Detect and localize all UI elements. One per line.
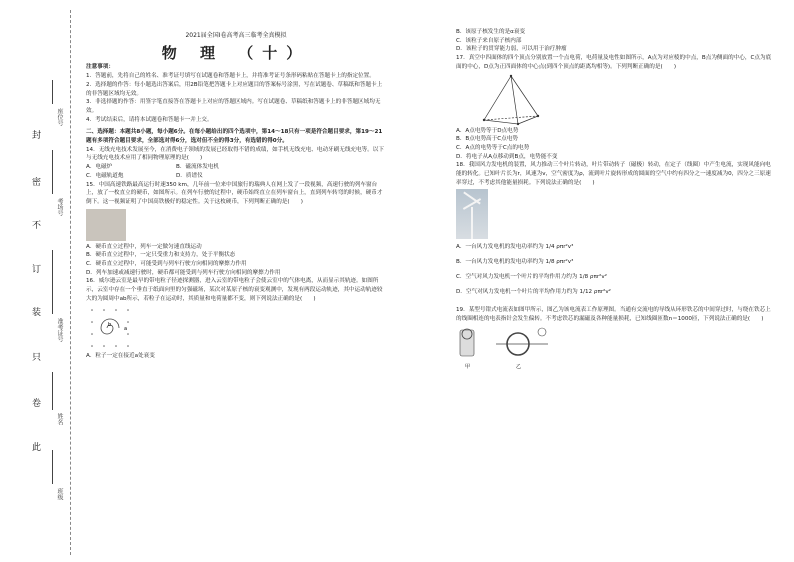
seal-char: 密 — [32, 178, 42, 188]
question-15-stem: 15．中国高速铁路最高运行时速350 km，几年前一位来中国旅行的瑞典人在网上发了一段视频，高速行驶的列车窗台上，放了一枚直立的硬币，如图所示。在列车行驶的过程中，硬币始终直立在列车窗台上，直到列车转弯的时候，硬币才倒下。这一视频证明了中国高铁极好的稳定性。关于这枚硬币，下列判断正确的是( ) — [86, 181, 383, 205]
notice-item: 4．考试结束后，请将本试题卷和答题卡一并上交。 — [86, 116, 213, 123]
seat-number-label: 座位号 — [56, 108, 63, 126]
exam-subtitle: 2021届全国Ⅰ卷高考高三临考全真模拟 — [185, 32, 287, 39]
binding-margin — [0, 0, 80, 562]
seal-char: 装 — [32, 308, 42, 318]
option-a[interactable]: A．A点电势等于D点电势 — [456, 127, 519, 134]
option-c[interactable]: C．该粒子来自原子核内部 — [456, 37, 522, 44]
option-b[interactable]: B．一台风力发电机的发电功率约为 1/8 ρπr²v³ — [456, 259, 574, 266]
seal-char: 卷 — [32, 399, 42, 409]
option-b[interactable]: B．硬币直立过程中，一定只受重力和支持力，处于平衡状态 — [86, 252, 236, 259]
name-line[interactable] — [52, 372, 54, 410]
seal-char: 此 — [32, 443, 42, 453]
question-14-options — [86, 172, 386, 181]
wind-turbine-photo — [456, 189, 488, 239]
option-b[interactable]: B．B点电势高于C点电势 — [456, 136, 518, 143]
option-d[interactable]: D．空气对风力发电机一个叶片的平均作用力约为 1/12 ρπr²v² — [456, 288, 611, 295]
option-c[interactable]: C．A点的电势等于C点的电势 — [456, 144, 530, 151]
seal-char: 不 — [32, 221, 42, 231]
admission-number-label: 准考证号 — [56, 318, 63, 342]
option-a[interactable]: A．一台风力发电机的发电功率约为 1/4 ρπr²v³ — [456, 244, 574, 251]
question-19-stem: 19．某型号钳式电流表如图甲所示，图乙为该电流表工作原理图。当通有交流电的导线从环形铁芯的中间穿过时，与绕在铁芯上的线圈相连的电表指针会发生偏转。不考虑铁芯的漏磁及各种能量损耗，已知线圈匝数n＝1000匝，下列说法正确的是( ) — [456, 307, 771, 322]
seal-char: 订 — [32, 265, 42, 275]
notice-item: 1．答题前，先将自己的姓名、准考证号填写在试题卷和答题卡上，并将准考证号条形码粘贴在答题卡上的指定位置。 — [86, 73, 375, 80]
seat-number-line[interactable] — [52, 80, 54, 104]
left-column — [86, 30, 386, 360]
tetrahedron-diagram — [476, 72, 546, 127]
figure-yi-label: 乙 — [516, 363, 522, 370]
coin-on-train-photo — [86, 209, 126, 241]
cloud-chamber-diagram — [86, 304, 146, 352]
option-d[interactable]: D．将电子从A点移动到B点，电势能不变 — [456, 153, 558, 160]
name-label: 姓名 — [56, 413, 63, 425]
exam-room-line[interactable] — [52, 150, 54, 194]
question-14-stem: 14．无线充电技术发展至今，在消费电子领域的发展已经取得不错的成绩，如手机无线充电、电动牙刷无线充电等。以下与无线充电技术应用了相同物理原理的是( ) — [86, 146, 384, 162]
clamp-meter-diagram — [456, 324, 576, 370]
right-column — [456, 28, 774, 370]
question-17-stem: 17．真空中四面体的四个顶点分别放置一个点电荷，电荷量及电性如图所示，A点为对应棱的中点，B点为侧面的中心，C点为底面的中心，D点为正四面体的中心点(到四个顶点的距离均相等)。下列判断正确的是( ) — [456, 55, 772, 70]
option-d[interactable]: D．该粒子的贯穿能力弱，可以用于治疗肿瘤 — [456, 46, 567, 53]
exam-room-label: 考场号 — [56, 198, 63, 216]
option-a[interactable]: A．硬币直立过程中，列车一定做匀速直线运动 — [86, 243, 202, 250]
option-d[interactable]: D．列车加速或减速行驶时，硬币都可能受到与列车行驶方向相同的摩擦力作用 — [86, 269, 281, 276]
point-a-label: a — [124, 325, 128, 332]
option-b[interactable]: B．该原子核发生的是α衰变 — [456, 29, 526, 35]
question-18-stem: 18．我国风力发电机的装置，风力推动三个叶片转动，叶片带动转子（磁极）转动，在定子（线圈）中产生电流，实现风能向电能的转化。已知叶片长为r，风速为v，空气密度为ρ，流到叶片旋转形成的圆面的空气中约有四分之一速度减为0，四分之三原速率穿过，不考虑其他能量损耗。下列说法正确的是( ) — [456, 162, 771, 186]
seal-char: 只 — [32, 353, 42, 363]
point-b-label: b — [108, 321, 112, 328]
admission-number-line[interactable] — [52, 250, 54, 314]
seal-char: 封 — [32, 131, 42, 141]
option-a[interactable]: A．电磁炉 — [86, 164, 113, 171]
notice-item: 2．选择题的作答：每小题选出答案后，用2B铅笔把答题卡上对应题目的答案标号涂黑，写在试题卷、草稿纸和答题卡上的非答题区域均无效。 — [86, 81, 383, 97]
class-line[interactable] — [52, 450, 54, 484]
section-intro: 二、选择题：本题共8小题，每小题6分。在每小题给出的四个选项中，第14～18只有一项是符合题目要求，第19～21题有多项符合题目要求，全部选对得6分，选对但不全的得3分，有选错的得0分。 — [86, 129, 383, 145]
option-c[interactable]: C．电磁轨道炮 — [86, 172, 124, 179]
notice-item: 3．非选择题的作答：用签字笔直接答在答题卡上对应的答题区域内。写在试题卷、草稿纸和答题卡上的非答题区域均无效。 — [86, 99, 381, 114]
figure-jia-label: 甲 — [465, 363, 471, 370]
option-b[interactable]: B．磁流体发电机 — [176, 164, 219, 171]
option-c[interactable]: C．硬币直立过程中，可能受到与列车行驶方向相同的摩擦力作用 — [86, 261, 247, 268]
page-title: 物 理 （十） — [161, 43, 311, 62]
option-d[interactable]: D．质谱仪 — [176, 172, 203, 179]
class-label: 班级 — [56, 488, 63, 500]
option-c[interactable]: C．空气对风力发电机一个叶片的平均作用力约为 1/8 ρπr²v² — [456, 273, 607, 280]
question-14-options — [86, 163, 386, 172]
cut-line — [70, 10, 71, 555]
option-a[interactable]: A．粒子一定在接近a处衰变 — [86, 352, 155, 359]
question-16-stem: 16．威尔逊云室是最早的带电粒子径迹探测器，进入云室的带电粒子会使云室中的气体电离，从而显示其轨迹。如图所示，云室中存在一个垂直于纸面向里的匀强磁场，某次对某原子核的衰变观测中，发现有两段运动轨迹，其中运动轨迹较大的为圆周中ab所示，若粒子在运动时，其质量和电荷量都不变，则下列说法正确的是( ) — [86, 278, 383, 302]
notice-heading: 注意事项： — [86, 64, 114, 71]
